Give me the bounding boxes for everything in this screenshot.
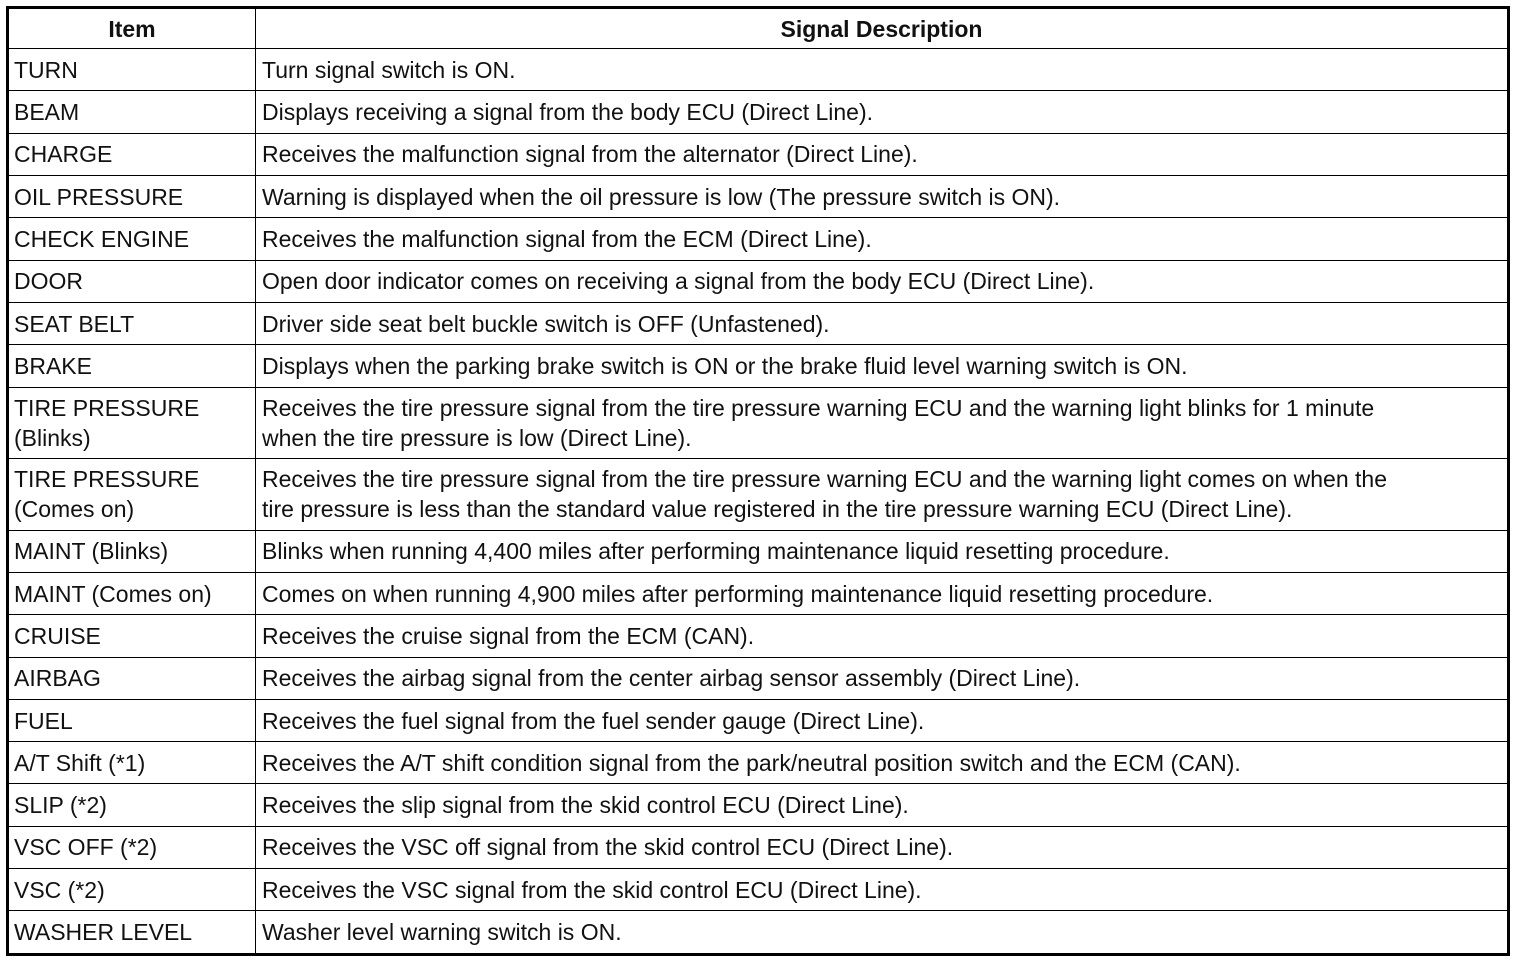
item-text: TIRE PRESSURE bbox=[14, 394, 200, 421]
item-column-header: Item bbox=[8, 8, 256, 49]
description-text: Receives the cruise signal from the ECM (CAN). bbox=[262, 622, 755, 649]
description-cell bbox=[256, 49, 1509, 91]
item-cell bbox=[8, 826, 256, 868]
table-row bbox=[8, 657, 1509, 699]
table-row bbox=[8, 615, 1509, 657]
table-row bbox=[8, 302, 1509, 344]
description-cell bbox=[256, 742, 1509, 784]
item-cell bbox=[8, 49, 256, 91]
description-cell bbox=[256, 302, 1509, 344]
item-cell bbox=[8, 784, 256, 826]
description-text: Receives the VSC off signal from the skid control ECU (Direct Line). bbox=[262, 834, 954, 861]
item-text: BEAM bbox=[14, 98, 80, 125]
item-cell bbox=[8, 218, 256, 260]
description-text: Warning is displayed when the oil pressure is low (The pressure switch is ON). bbox=[262, 183, 1061, 210]
description-cell bbox=[256, 657, 1509, 699]
description-text: Receives the A/T shift condition signal from the park/neutral position switch and the ECM (CAN). bbox=[262, 749, 1241, 776]
item-cell bbox=[8, 345, 256, 387]
item-text: CHECK ENGINE bbox=[14, 225, 190, 252]
item-cell bbox=[8, 260, 256, 302]
item-text: (Blinks) bbox=[14, 424, 91, 451]
description-cell bbox=[256, 784, 1509, 826]
table-row bbox=[8, 572, 1509, 614]
table-row bbox=[8, 175, 1509, 217]
description-text: Receives the slip signal from the skid control ECU (Direct Line). bbox=[262, 792, 909, 819]
table-header-row bbox=[8, 8, 1509, 49]
item-cell bbox=[8, 459, 256, 531]
description-text: Displays receiving a signal from the body ECU (Direct Line). bbox=[262, 98, 874, 125]
description-text: Receives the malfunction signal from the ECM (Direct Line). bbox=[262, 225, 872, 252]
description-text: Displays when the parking brake switch is ON or the brake fluid level warning switch is ON. bbox=[262, 352, 1188, 379]
description-text: Blinks when running 4,400 miles after performing maintenance liquid resetting procedure. bbox=[262, 538, 1170, 565]
table-row bbox=[8, 49, 1509, 91]
item-text: CRUISE bbox=[14, 622, 101, 649]
description-text: Comes on when running 4,900 miles after performing maintenance liquid resetting procedure. bbox=[262, 580, 1214, 607]
item-cell bbox=[8, 699, 256, 741]
table-row bbox=[8, 869, 1509, 911]
description-cell bbox=[256, 572, 1509, 614]
description-cell bbox=[256, 869, 1509, 911]
description-cell bbox=[256, 699, 1509, 741]
item-cell bbox=[8, 911, 256, 955]
description-cell bbox=[256, 826, 1509, 868]
description-text: Washer level warning switch is ON. bbox=[262, 919, 622, 946]
description-cell bbox=[256, 615, 1509, 657]
description-text: Receives the airbag signal from the center airbag sensor assembly (Direct Line). bbox=[262, 665, 1081, 692]
signal-description-table bbox=[6, 6, 1510, 956]
item-cell bbox=[8, 530, 256, 572]
description-text: Receives the tire pressure signal from the tire pressure warning ECU and the warning light comes on when the bbox=[262, 466, 1388, 493]
description-cell bbox=[256, 175, 1509, 217]
item-cell bbox=[8, 302, 256, 344]
description-text: Receives the VSC signal from the skid control ECU (Direct Line). bbox=[262, 876, 922, 903]
table-row bbox=[8, 218, 1509, 260]
description-cell bbox=[256, 133, 1509, 175]
item-cell bbox=[8, 615, 256, 657]
table-row bbox=[8, 530, 1509, 572]
item-text: (Comes on) bbox=[14, 496, 135, 523]
description-text: tire pressure is less than the standard value registered in the tire pressure warning ECU (Direct Line). bbox=[262, 496, 1293, 523]
description-text: Receives the tire pressure signal from the tire pressure warning ECU and the warning light blinks for 1 minute bbox=[262, 394, 1375, 421]
item-text: SEAT BELT bbox=[14, 310, 135, 337]
table-row bbox=[8, 345, 1509, 387]
item-text: CHARGE bbox=[14, 141, 113, 168]
table-body bbox=[8, 49, 1509, 955]
item-text: WASHER LEVEL bbox=[14, 919, 193, 946]
description-text: Turn signal switch is ON. bbox=[262, 56, 516, 83]
description-cell bbox=[256, 387, 1509, 459]
table-row bbox=[8, 784, 1509, 826]
description-text: Receives the malfunction signal from the alternator (Direct Line). bbox=[262, 141, 918, 168]
item-cell bbox=[8, 133, 256, 175]
table-row bbox=[8, 826, 1509, 868]
description-cell bbox=[256, 260, 1509, 302]
table-row bbox=[8, 911, 1509, 955]
description-cell bbox=[256, 345, 1509, 387]
table-row bbox=[8, 459, 1509, 531]
item-cell bbox=[8, 869, 256, 911]
item-text: TIRE PRESSURE bbox=[14, 466, 200, 493]
description-text: when the tire pressure is low (Direct Line). bbox=[262, 424, 692, 451]
item-text: BRAKE bbox=[14, 352, 92, 379]
item-cell bbox=[8, 572, 256, 614]
table-row bbox=[8, 742, 1509, 784]
description-cell bbox=[256, 911, 1509, 955]
item-cell bbox=[8, 91, 256, 133]
description-text: Open door indicator comes on receiving a signal from the body ECU (Direct Line). bbox=[262, 268, 1095, 295]
description-cell bbox=[256, 459, 1509, 531]
item-text: MAINT (Blinks) bbox=[14, 538, 169, 565]
description-text: Driver side seat belt buckle switch is OFF (Unfastened). bbox=[262, 310, 830, 337]
table-row bbox=[8, 387, 1509, 459]
item-text: TURN bbox=[14, 56, 78, 83]
table-row bbox=[8, 699, 1509, 741]
item-text: A/T Shift (*1) bbox=[14, 749, 146, 776]
item-text: VSC OFF (*2) bbox=[14, 834, 158, 861]
item-text: VSC (*2) bbox=[14, 876, 105, 903]
description-cell bbox=[256, 91, 1509, 133]
table-row bbox=[8, 133, 1509, 175]
item-cell bbox=[8, 387, 256, 459]
item-cell bbox=[8, 742, 256, 784]
description-text: Receives the fuel signal from the fuel sender gauge (Direct Line). bbox=[262, 707, 925, 734]
item-text: OIL PRESSURE bbox=[14, 183, 184, 210]
signal-table-container bbox=[6, 6, 1507, 956]
item-cell bbox=[8, 657, 256, 699]
item-text: AIRBAG bbox=[14, 665, 101, 692]
signal-description-column-header: Signal Description bbox=[256, 8, 1509, 49]
item-text: FUEL bbox=[14, 707, 73, 734]
table-row bbox=[8, 91, 1509, 133]
table-row bbox=[8, 260, 1509, 302]
item-text: SLIP (*2) bbox=[14, 792, 107, 819]
item-cell bbox=[8, 175, 256, 217]
item-text: DOOR bbox=[14, 268, 83, 295]
description-cell bbox=[256, 218, 1509, 260]
description-cell bbox=[256, 530, 1509, 572]
item-text: MAINT (Comes on) bbox=[14, 580, 212, 607]
